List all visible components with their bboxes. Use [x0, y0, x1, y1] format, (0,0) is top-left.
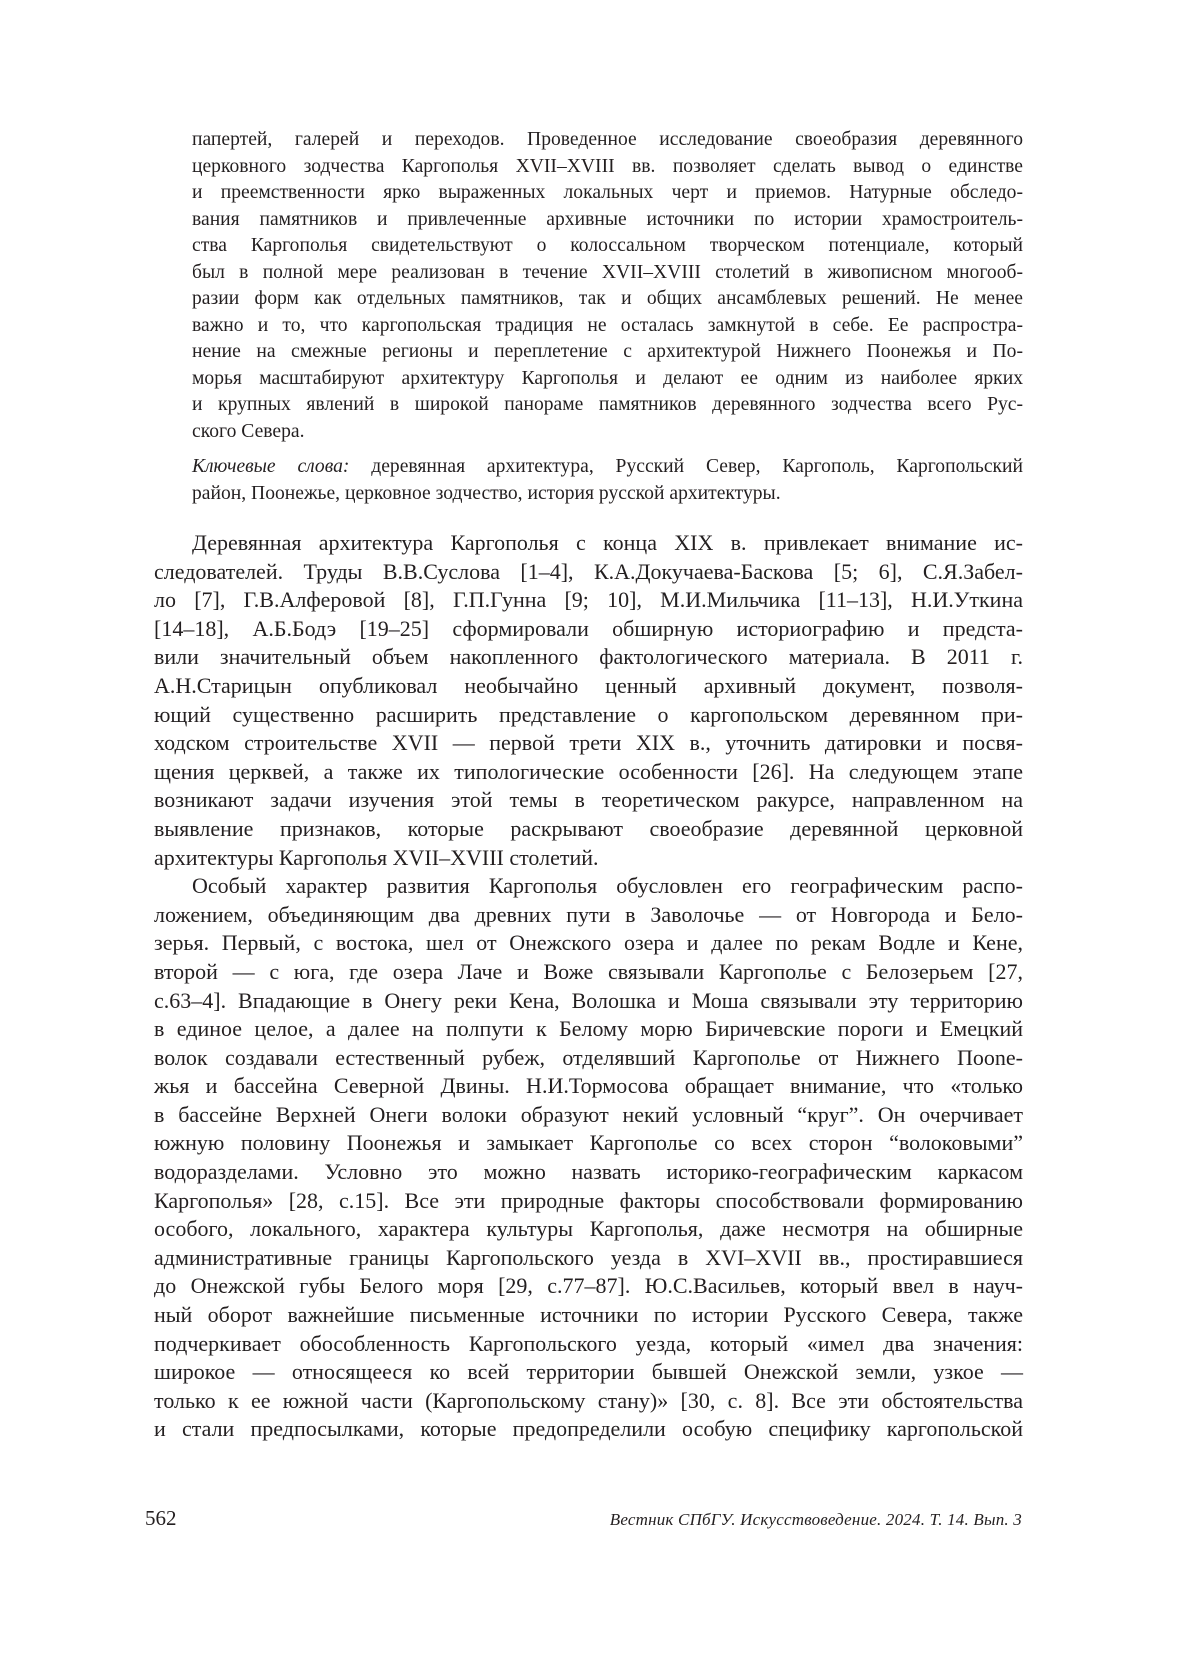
keywords-label: Ключевые слова: [192, 456, 350, 477]
abstract-line: вания памятников и привлеченные архивные источники по истории храмостроитель- [192, 208, 1023, 230]
body-line: архитектуры Каргополья XVII–XVIII столетий. [154, 844, 599, 870]
body-line: подчеркивает обособленность Каргопольского уезда, который «имел два значения: [154, 1330, 1023, 1356]
body-line: водоразделами. Условно это можно назвать историко-географическим каркасом [154, 1159, 1023, 1185]
abstract-line: ства Каргополья свидетельствуют о колоссальном творческом потенциале, который [192, 235, 1023, 256]
abstract-line: и крупных явлений в широкой панораме памятников деревянного зодчества всего Рус- [192, 394, 1023, 415]
abstract-line: и преемственности ярко выраженных локальных черт и приемов. Натурные обследо- [192, 182, 1023, 203]
body-line: Каргополья» [28, с.15]. Все эти природные факторы способствовали формированию [154, 1187, 1023, 1213]
page-number: 562 [145, 1506, 177, 1530]
abstract-line: разии форм как отдельных памятников, так и общих ансамблевых решений. Не менее [192, 288, 1023, 309]
body-line: ходском строительстве XVII — первой трети XIX в., уточнить датировки и посвя- [154, 730, 1023, 756]
body-line: до Онежской губы Белого моря [29, с.77–87]. Ю.С.Васильев, который ввел в науч- [154, 1273, 1023, 1299]
keywords-text: деревянная архитектура, Русский Север, Каргополь, Каргопольский [349, 456, 1024, 477]
body-line: ющий существенно расширить представление о каргопольском деревянном при- [154, 701, 1023, 727]
body-line: южную половину Поонежья и замыкает Каргополье со всех сторон “волоковыми” [154, 1130, 1023, 1156]
body-line: только к ее южной части (Каргопольскому стану)» [30, с. 8]. Все эти обстоятельства [154, 1387, 1023, 1413]
body-line: волок создавали естественный рубеж, отделявший Каргополье от Нижнего Поone- [154, 1044, 1023, 1070]
body-line: жья и бассейна Северной Двины. Н.И.Тормосова обращает внимание, что «только [154, 1073, 1023, 1099]
abstract-line: морья масштабируют архитектуру Каргополья и делают ее одним из наиболее ярких [192, 367, 1023, 389]
abstract-block [192, 127, 1023, 507]
body-line: в единое целое, а далее на полпути к Белому морю Биричевские пороги и Емецкий [154, 1016, 1023, 1042]
body-line: ло [7], Г.В.Алферовой [8], Г.П.Гунна [9; 10], М.И.Мильчика [11–13], Н.И.Уткина [154, 587, 1023, 613]
body-line: Деревянная архитектура Каргополья с конца XIX в. привлекает внимание ис- [192, 530, 1023, 555]
abstract-line: церковного зодчества Каргополья XVII–XVIII вв. позволяет сделать вывод о единстве [192, 155, 1023, 177]
keywords-line: район, Поонежье, церковное зодчество, история русской архитектуры. [192, 482, 781, 504]
body-line: административные границы Каргопольского уезда в XVI–XVII вв., простиравшиеся [154, 1244, 1023, 1270]
body-line: ложением, объединяющим два древних пути в Заволочье — от Новгорода и Бело- [154, 901, 1023, 927]
journal-running-footer: Вестник СПбГУ. Искусствоведение. 2024. Т. 14. Вып. 3 [609, 1510, 1022, 1529]
body-line: щения церквей, а также их типологические особенности [26]. На следующем этапе [154, 758, 1023, 784]
body-line: вили значительный объем накопленного фактологического материала. В 2011 г. [154, 644, 1023, 670]
paragraph-2 [154, 872, 1023, 1444]
abstract-line: был в полной мере реализован в течение XVII–XVIII столетий в живописном многооб- [192, 261, 1023, 283]
body-line: широкое — относящееся ко всей территории бывшей Онежской земли, узкое — [154, 1359, 1023, 1385]
body-line: [14–18], А.Б.Бодэ [19–25] сформировали обширную историографию и предста- [154, 615, 1023, 641]
body-line: особого, локального, характера культуры Каргополья, даже несмотря на обширные [154, 1216, 1023, 1242]
body-line: в бассейне Верхней Онеги волоки образуют некий условный “круг”. Он очерчивает [154, 1101, 1023, 1127]
body-line: Особый характер развития Каргополья обусловлен его географическим распо- [192, 873, 1023, 899]
abstract-line: папертей, галерей и переходов. Проведенное исследование своеобразия деревянного [192, 129, 1023, 150]
body-line: выявление признаков, которые раскрывают своеобразие деревянной церковной [154, 815, 1023, 841]
body-line: следователей. Труды В.В.Суслова [1–4], К.А.Докучаева-Баскова [5; 6], С.Я.Забел- [154, 558, 1023, 584]
body-line: с.63–4]. Впадающие в Онегу реки Кена, Волошка и Моша связывали эту территорию [154, 987, 1023, 1013]
abstract-line: важно и то, что каргопольская традиция не осталась замкнутой в себе. Ее распростра- [192, 314, 1023, 336]
body-line: А.Н.Старицын опубликовал необычайно ценный архивный документ, позволя- [154, 672, 1023, 698]
paragraph-1 [154, 529, 1023, 872]
body-line: второй — с юга, где озера Лаче и Воже связывали Каргополье с Белозерьем [27, [154, 958, 1023, 984]
keywords-line [192, 454, 1023, 481]
article-body [154, 529, 1023, 1444]
body-line: зерья. Первый, с востока, шел от Онежского озера и далее по рекам Водле и Кене, [154, 930, 1023, 956]
body-line: и стали предпосылками, которые предопределили особую специфику каргопольской [154, 1416, 1023, 1442]
body-line: ный оборот важнейшие письменные источники по истории Русского Севера, также [154, 1302, 1023, 1328]
abstract-line: ского Севера. [192, 420, 305, 442]
body-line: возникают задачи изучения этой темы в теоретическом ракурсе, направленном на [154, 787, 1023, 813]
abstract-line: нение на смежные регионы и переплетение с архитектурой Нижнего Поонежья и По- [192, 341, 1023, 362]
keywords [192, 454, 1023, 507]
